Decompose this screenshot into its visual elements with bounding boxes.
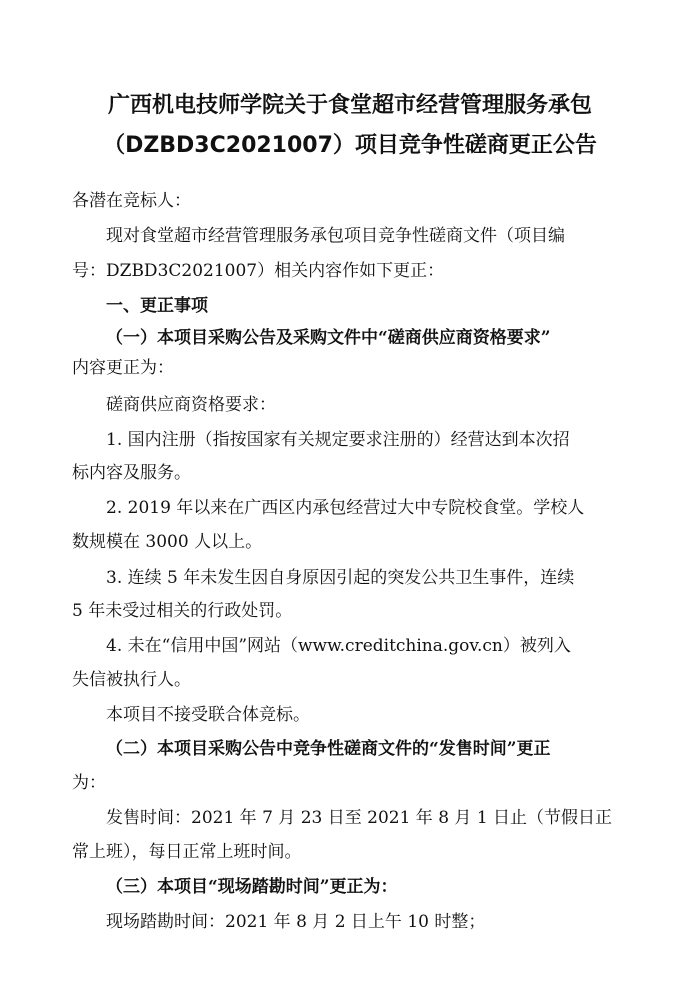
requirement-4-line-1: 4. 未在“信用中国”网站（www.creditchina.gov.cn）被列入	[106, 636, 571, 656]
item-2-line-1: （二）本项目采购公告中竞争性磋商文件的“发售时间”更正	[106, 739, 551, 759]
requirement-2-line-1: 2. 2019 年以来在广西区内承包经营过大中专院校食堂。学校人	[106, 498, 585, 518]
section-heading-corrections: 一、更正事项	[106, 296, 208, 316]
document-title-line-1: 广西机电技师学院关于食堂超市经营管理服务承包	[107, 93, 592, 118]
intro-paragraph-line-2: 号：DZBD3C2021007）相关内容作如下更正：	[72, 261, 445, 281]
requirement-1-line-2: 标内容及服务。	[72, 463, 191, 483]
intro-paragraph-line-1: 现对食堂超市经营管理服务承包项目竞争性磋商文件（项目编	[106, 226, 565, 246]
site-visit-time: 现场踏勘时间：2021 年 8 月 2 日上午 10 时整；	[106, 912, 486, 932]
item-3-line-1: （三）本项目“现场踏勘时间”更正为：	[106, 877, 398, 897]
requirement-3-line-1: 3. 连续 5 年未发生因自身原因引起的突发公共卫生事件，连续	[106, 568, 575, 588]
item-1-line-2: 内容更正为：	[72, 358, 174, 378]
salutation: 各潜在竞标人：	[72, 191, 191, 211]
requirement-2-line-2: 数规模在 3000 人以上。	[72, 532, 263, 552]
requirement-4-line-2: 失信被执行人。	[72, 670, 191, 690]
sale-time-line-2: 常上班），每日正常上班时间。	[72, 842, 302, 862]
no-consortium-note: 本项目不接受联合体竞标。	[106, 705, 310, 725]
requirements-heading: 磋商供应商资格要求：	[106, 395, 276, 415]
item-2-line-2: 为：	[72, 773, 106, 793]
requirement-1-line-1: 1. 国内注册（指按国家有关规定要求注册的）经营达到本次招	[106, 430, 570, 450]
item-1-line-1: （一）本项目采购公告及采购文件中“磋商供应商资格要求”	[106, 328, 551, 348]
requirement-3-line-2: 5 年未受过相关的行政处罚。	[72, 601, 293, 621]
document-title-line-2: （DZBD3C2021007）项目竞争性磋商更正公告	[103, 133, 597, 158]
sale-time-line-1: 发售时间：2021 年 7 月 23 日至 2021 年 8 月 1 日止（节假日正	[106, 808, 613, 828]
